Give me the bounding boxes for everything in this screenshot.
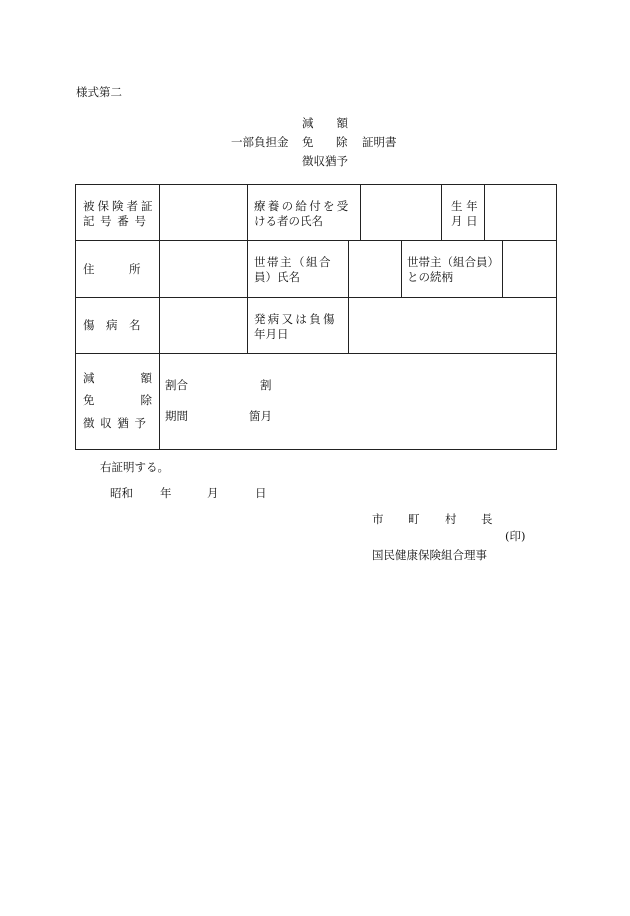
householder-name-label-line2: 員）氏名 [254,270,300,284]
table-border-bottom [75,449,557,450]
municipality-village: 村 [445,512,457,526]
onset-date-label-line2: 年月日 [254,327,289,341]
municipality-city: 市 [372,512,384,526]
reduction-label-line2: 免 除 [83,393,152,407]
period-unit: 箇月 [249,409,272,423]
certificate-table [75,184,557,450]
title-exemption-1: 免 [302,135,314,149]
period-label: 期間 [165,409,188,423]
birth-date-value[interactable] [484,184,556,240]
title-partial-payment: 一部負担金 [231,135,289,149]
birth-date-label-line1: 生 年 [451,199,478,213]
birth-date-label-line2: 月 日 [451,214,478,228]
title-exemption-2: 除 [336,135,348,149]
association-director-title: 国民健康保険組合理事 [372,548,487,562]
illness-name-value[interactable] [159,297,247,353]
ratio-unit: 割 [260,378,272,392]
row-divider-3 [75,353,557,354]
table-border-right [556,184,557,450]
insurance-id-value[interactable] [159,184,247,240]
r1-divider-c [441,184,442,240]
insurance-id-label-line1: 被保険者証 [83,199,156,213]
table-border-left [75,184,76,450]
onset-date-value[interactable] [348,297,556,353]
reduction-label-line1: 減 額 [83,371,152,385]
insurance-id-label-line2: 記 号 番 号 [83,214,147,228]
date-month: 月 [207,486,219,500]
relationship-label-line2: との続柄 [407,270,453,284]
row-divider-1 [75,240,557,241]
relationship-label-line1: 世帯主（組合員） [407,255,499,269]
title-deferral: 徴収猶予 [302,154,348,168]
illness-name-label: 傷 病 名 [83,318,141,332]
title-certificate: 証明書 [362,135,397,149]
date-year: 年 [160,486,172,500]
r2-divider-a [247,240,248,297]
form-number-label: 様式第二 [76,85,122,99]
r3-divider-a [247,297,248,353]
address-label: 住 所 [83,262,141,276]
date-era: 昭和 [110,486,133,500]
recipient-name-label-line1: 療養の給付を受 [254,199,351,213]
municipality-head: 長 [481,512,493,526]
ratio-label: 割合 [165,378,188,392]
municipality-town: 町 [408,512,420,526]
onset-date-label-line1: 発病又は負傷 [254,312,337,326]
reduction-label-line3: 徴 収 猶 予 [83,416,147,430]
householder-name-label-line1: 世帯主（組合 [254,255,332,269]
householder-name-value[interactable] [348,240,401,297]
address-value[interactable] [159,240,247,297]
relationship-value[interactable] [502,240,556,297]
seal-mark: (印) [505,529,526,543]
recipient-name-label-line2: ける者の氏名 [254,214,323,228]
title-reduction: 減 額 [302,116,348,130]
date-day: 日 [255,486,267,500]
certify-statement: 右証明する。 [100,460,169,474]
recipient-name-value[interactable] [360,184,441,240]
r2-divider-c [401,240,402,297]
r1-divider-a [247,184,248,240]
